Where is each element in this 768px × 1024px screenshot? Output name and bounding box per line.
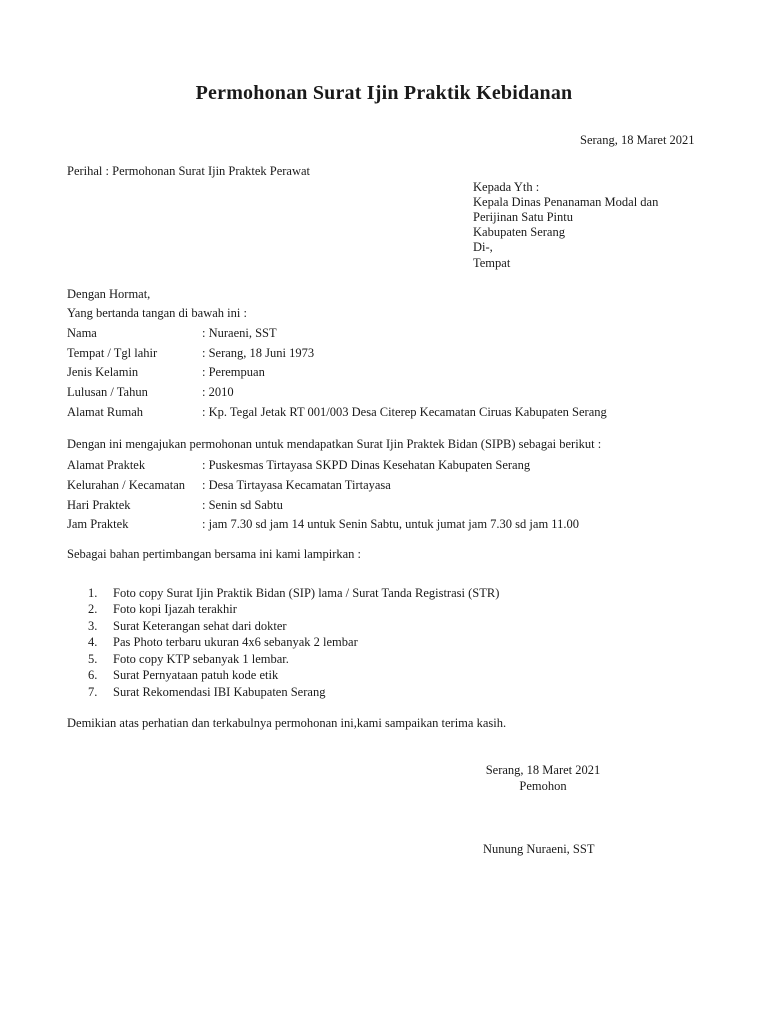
detail-label: Jenis Kelamin: [67, 365, 139, 379]
practice-label: Kelurahan / Kecamatan: [67, 478, 185, 492]
recipient-line: Perijinan Satu Pintu: [473, 210, 573, 224]
recipient-line: Kepada Yth :: [473, 180, 540, 194]
practice-value: : Puskesmas Tirtayasa SKPD Dinas Kesehatan Kabupaten Serang: [202, 458, 531, 472]
list-item: Surat Keterangan sehat dari dokter: [113, 619, 287, 633]
subject-line: Perihal : Permohonan Surat Ijin Praktek Perawat: [67, 164, 310, 178]
practice-value: : Desa Tirtayasa Kecamatan Tirtayasa: [202, 478, 391, 492]
detail-label: Tempat / Tgl lahir: [67, 346, 158, 360]
list-item: Surat Rekomendasi IBI Kabupaten Serang: [113, 685, 326, 699]
list-number: 6.: [88, 668, 98, 682]
request-intro: Dengan ini mengajukan permohonan untuk mendapatkan Surat Ijin Praktek Bidan (SIPB) sebagai berikut :: [67, 437, 602, 451]
closing-line: Demikian atas perhatian dan terkabulnya permohonan ini,kami sampaikan terima kasih.: [67, 716, 507, 730]
list-number: 7.: [88, 685, 98, 699]
list-number: 2.: [88, 602, 98, 616]
intro-line: Yang bertanda tangan di bawah ini :: [67, 306, 247, 320]
list-item: Foto kopi Ijazah terakhir: [113, 602, 237, 616]
detail-label: Alamat Rumah: [67, 405, 144, 419]
list-number: 5.: [88, 652, 98, 666]
list-number: 4.: [88, 635, 98, 649]
detail-value: : Nuraeni, SST: [202, 326, 277, 340]
document-title: Permohonan Surat Ijin Praktik Kebidanan: [195, 82, 573, 104]
detail-value: : Kp. Tegal Jetak RT 001/003 Desa Citerep Kecamatan Ciruas Kabupaten Serang: [202, 405, 607, 419]
practice-label: Alamat Praktek: [67, 458, 146, 472]
list-item: Foto copy Surat Ijin Praktik Bidan (SIP) lama / Surat Tanda Registrasi (STR): [113, 586, 500, 600]
list-item: Pas Photo terbaru ukuran 4x6 sebanyak 2 lembar: [113, 635, 358, 649]
letter-date: Serang, 18 Maret 2021: [580, 133, 695, 147]
signature-role: Pemohon: [519, 779, 567, 793]
list-number: 3.: [88, 619, 98, 633]
practice-value: : Senin sd Sabtu: [202, 498, 283, 512]
detail-value: : Serang, 18 Juni 1973: [202, 346, 315, 360]
list-item: Foto copy KTP sebanyak 1 lembar.: [113, 652, 289, 666]
list-item: Surat Pernyataan patuh kode etik: [113, 668, 279, 682]
detail-value: : 2010: [202, 385, 234, 399]
recipient-line: Kabupaten Serang: [473, 225, 565, 239]
practice-label: Hari Praktek: [67, 498, 131, 512]
detail-label: Nama: [67, 326, 97, 340]
greeting: Dengan Hormat,: [67, 287, 151, 301]
signature-name: Nunung Nuraeni, SST: [483, 842, 595, 856]
recipient-line: Tempat: [473, 256, 511, 270]
practice-label: Jam Praktek: [67, 517, 129, 531]
signature-date: Serang, 18 Maret 2021: [485, 763, 601, 777]
practice-value: : jam 7.30 sd jam 14 untuk Senin Sabtu, untuk jumat jam 7.30 sd jam 11.00: [202, 517, 579, 531]
detail-label: Lulusan / Tahun: [67, 385, 148, 399]
list-number: 1.: [88, 586, 98, 600]
detail-value: : Perempuan: [202, 365, 265, 379]
recipient-line: Di-,: [473, 240, 493, 254]
recipient-line: Kepala Dinas Penanaman Modal dan: [473, 195, 659, 209]
attachments-intro: Sebagai bahan pertimbangan bersama ini kami lampirkan :: [67, 547, 362, 561]
